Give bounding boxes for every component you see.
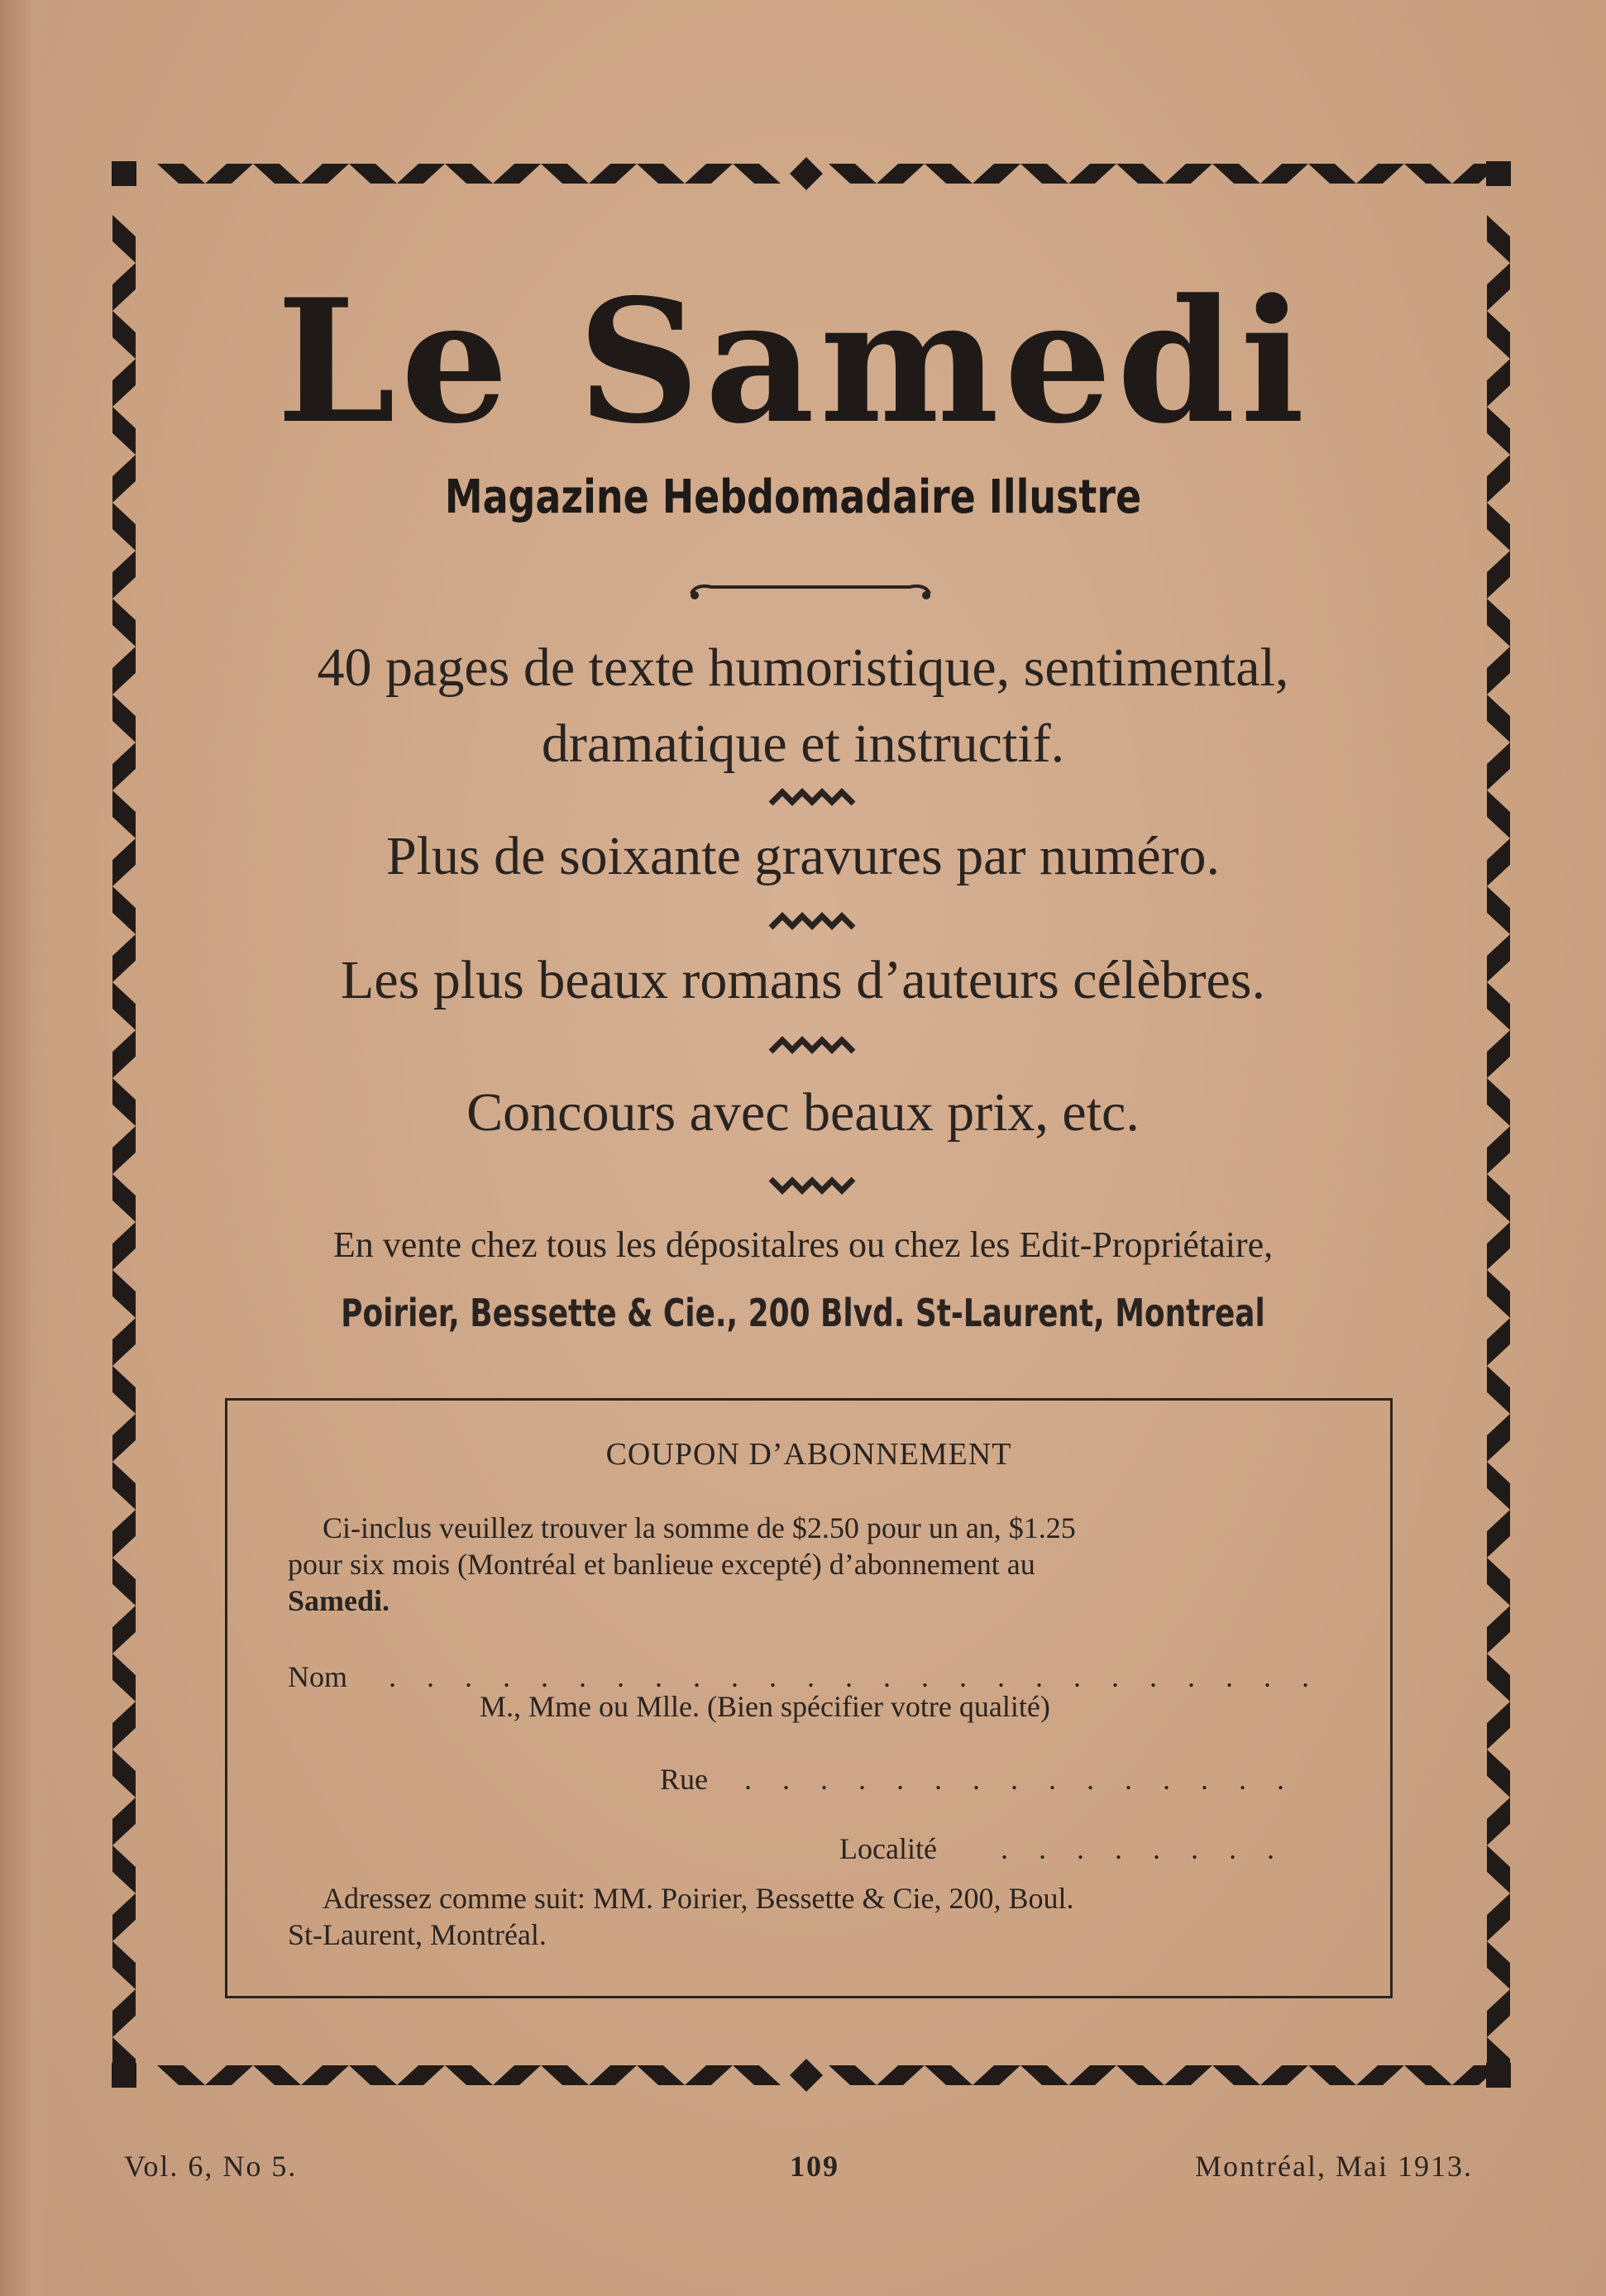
border-zigzag-mark <box>1020 164 1068 184</box>
border-zigzag-mark <box>1308 164 1356 184</box>
border-zigzag-mark <box>1487 886 1510 934</box>
border-zigzag-mark <box>112 1749 136 1797</box>
border-zigzag-mark <box>112 1845 136 1893</box>
border-zigzag-mark <box>1487 1174 1510 1222</box>
border-zigzag-mark <box>301 2065 349 2085</box>
border-zigzag-mark <box>1487 1845 1510 1893</box>
page-number: 109 <box>790 2150 839 2183</box>
border-zigzag-mark <box>685 164 733 184</box>
border-zigzag-mark <box>973 2065 1020 2085</box>
border-zigzag-mark <box>1404 2065 1452 2085</box>
mailing-address-line: St-Laurent, Montréal. <box>288 1918 547 1951</box>
title-rule-ornament <box>686 579 934 604</box>
border-zigzag-mark <box>112 1174 136 1222</box>
border-zigzag-mark <box>1487 934 1510 982</box>
feature-line-gravures: Plus de soixante gravures par numéro. <box>385 826 1221 886</box>
border-zigzag-mark <box>112 1270 136 1318</box>
border-zigzag-mark <box>1020 2065 1068 2085</box>
border-zigzag-mark <box>541 2065 589 2085</box>
border-zigzag-mark <box>349 164 397 184</box>
wave-ornament <box>767 785 858 810</box>
border-zigzag-mark <box>1212 2065 1260 2085</box>
border-zigzag-mark <box>829 2065 877 2085</box>
border-zigzag-mark <box>589 2065 637 2085</box>
border-zigzag-mark <box>253 2065 301 2085</box>
border-zigzag-mark <box>349 2065 397 2085</box>
border-zigzag-mark <box>685 2065 733 2085</box>
border-zigzag-mark <box>112 1941 136 1989</box>
border-zigzag-mark <box>1487 455 1510 503</box>
feature-line-pages-cont: dramatique et instructif. <box>541 714 1065 774</box>
border-diamond-mark <box>790 2059 823 2092</box>
border-zigzag-mark <box>1487 1318 1510 1366</box>
feature-line-concours: Concours avec beaux prix, etc. <box>466 1082 1140 1143</box>
border-zigzag-mark <box>301 164 349 184</box>
border-zigzag-mark <box>112 359 136 407</box>
border-zigzag-mark <box>1487 790 1510 838</box>
border-zigzag-mark <box>1068 2065 1116 2085</box>
border-zigzag-mark <box>1487 1606 1510 1654</box>
magazine-subtitle: Magazine Hebdomadaire Illustre <box>444 470 1142 524</box>
border-zigzag-mark <box>112 647 136 695</box>
mailing-address-line: Adressez comme suit: MM. Poirier, Bessette & Cie, 200, Boul. <box>323 1882 1074 1915</box>
border-zigzag-mark <box>1260 164 1308 184</box>
border-zigzag-mark <box>925 164 973 184</box>
border-zigzag-mark <box>112 1989 136 2037</box>
localite-field[interactable]: . . . . . . . . <box>1001 1832 1286 1865</box>
border-zigzag-mark <box>1487 359 1510 407</box>
publisher-address: Poirier, Bessette & Cie., 200 Blvd. St-Laurent, Montreal <box>341 1291 1265 1335</box>
border-zigzag-mark <box>112 742 136 790</box>
border-zigzag-mark <box>112 1654 136 1702</box>
border-zigzag-mark <box>112 1510 136 1558</box>
border-zigzag-mark <box>541 164 589 184</box>
border-corner-mark <box>112 161 136 186</box>
border-zigzag-mark <box>637 2065 685 2085</box>
border-zigzag-mark <box>112 838 136 886</box>
border-zigzag-mark <box>589 164 637 184</box>
border-zigzag-mark <box>1308 2065 1356 2085</box>
border-zigzag-mark <box>1487 311 1510 359</box>
border-zigzag-mark <box>1487 1558 1510 1606</box>
border-zigzag-mark <box>112 1893 136 1941</box>
border-zigzag-mark <box>112 503 136 551</box>
border-zigzag-mark <box>1487 1510 1510 1558</box>
border-zigzag-mark <box>1487 1366 1510 1414</box>
border-zigzag-mark <box>493 2065 541 2085</box>
border-zigzag-mark <box>1116 164 1164 184</box>
border-zigzag-mark <box>733 164 781 184</box>
border-zigzag-mark <box>1487 1797 1510 1845</box>
border-zigzag-mark <box>112 790 136 838</box>
border-corner-mark <box>1486 161 1511 186</box>
border-zigzag-mark <box>1356 164 1404 184</box>
magazine-title: Le Samedi <box>276 263 1310 461</box>
border-zigzag-mark <box>1487 1414 1510 1462</box>
border-zigzag-mark <box>112 1126 136 1174</box>
rue-field[interactable]: . . . . . . . . . . . . . . . <box>744 1763 1296 1796</box>
border-zigzag-mark <box>1487 263 1510 311</box>
border-zigzag-mark <box>112 1318 136 1366</box>
border-zigzag-mark <box>973 164 1020 184</box>
border-zigzag-mark <box>112 1558 136 1606</box>
qualite-hint: M., Mme ou Mlle. (Bien spécifier votre qualité) <box>480 1690 1050 1723</box>
border-zigzag-mark <box>397 164 445 184</box>
wave-ornament <box>767 1172 858 1197</box>
border-zigzag-mark <box>112 407 136 455</box>
border-zigzag-mark <box>445 164 493 184</box>
coupon-text-line: Ci-inclus veuillez trouver la somme de $2.50 pour un an, $1.25 <box>323 1511 1076 1544</box>
coupon-title: COUPON D’ABONNEMENT <box>605 1437 1012 1472</box>
border-zigzag-mark <box>397 2065 445 2085</box>
sales-line: En vente chez tous les dépositalres ou chez les Edit-Propriétaire, <box>332 1224 1274 1265</box>
border-zigzag-mark <box>1487 1989 1510 2037</box>
border-zigzag-mark <box>1487 1654 1510 1702</box>
border-zigzag-mark <box>637 164 685 184</box>
border-zigzag-mark <box>829 164 877 184</box>
border-zigzag-mark <box>1487 1126 1510 1174</box>
border-zigzag-mark <box>1487 647 1510 695</box>
border-zigzag-mark <box>1487 1030 1510 1078</box>
border-zigzag-mark <box>1356 2065 1404 2085</box>
border-zigzag-mark <box>157 2065 205 2085</box>
border-zigzag-mark <box>157 164 205 184</box>
border-corner-mark <box>1486 2063 1511 2088</box>
border-zigzag-mark <box>1487 1462 1510 1510</box>
wave-ornament <box>767 1033 858 1058</box>
coupon-text-line: pour six mois (Montréal et banlieue excepté) d’abonnement au <box>288 1548 1035 1581</box>
border-zigzag-mark <box>1487 599 1510 647</box>
border-zigzag-mark <box>112 1797 136 1845</box>
volume-number: Vol. 6, No 5. <box>124 2150 298 2183</box>
border-corner-mark <box>112 2063 136 2088</box>
rue-label: Rue <box>660 1763 708 1796</box>
border-zigzag-mark <box>112 215 136 263</box>
border-zigzag-mark <box>1212 164 1260 184</box>
border-zigzag-mark <box>1116 2065 1164 2085</box>
border-zigzag-mark <box>1487 695 1510 742</box>
border-zigzag-mark <box>112 1606 136 1654</box>
border-zigzag-mark <box>112 934 136 982</box>
border-zigzag-mark <box>205 2065 253 2085</box>
border-zigzag-mark <box>877 164 925 184</box>
border-zigzag-mark <box>493 164 541 184</box>
wave-ornament <box>767 909 858 934</box>
feature-line-romans: Les plus beaux romans d’auteurs célèbres. <box>341 950 1265 1010</box>
border-zigzag-mark <box>112 1078 136 1126</box>
border-zigzag-mark <box>253 164 301 184</box>
border-zigzag-mark <box>1487 1893 1510 1941</box>
border-zigzag-mark <box>112 263 136 311</box>
border-zigzag-mark <box>1487 551 1510 599</box>
border-zigzag-mark <box>112 982 136 1030</box>
border-zigzag-mark <box>445 2065 493 2085</box>
border-zigzag-mark <box>112 1414 136 1462</box>
border-zigzag-mark <box>112 695 136 742</box>
localite-label: Localité <box>839 1832 937 1865</box>
border-zigzag-mark <box>112 1222 136 1270</box>
border-zigzag-mark <box>112 551 136 599</box>
border-zigzag-mark <box>112 1702 136 1749</box>
border-zigzag-mark <box>1164 2065 1212 2085</box>
border-zigzag-mark <box>1260 2065 1308 2085</box>
border-zigzag-mark <box>112 455 136 503</box>
feature-line-pages: 40 pages de texte humoristique, sentimental, <box>317 637 1289 698</box>
border-zigzag-mark <box>925 2065 973 2085</box>
border-zigzag-mark <box>1487 1222 1510 1270</box>
border-diamond-mark <box>790 157 823 190</box>
border-zigzag-mark <box>1068 164 1116 184</box>
coupon-text-line: Samedi. <box>288 1584 390 1617</box>
border-zigzag-mark <box>1487 1941 1510 1989</box>
nom-label: Nom <box>288 1660 347 1693</box>
border-zigzag-mark <box>1487 838 1510 886</box>
border-zigzag-mark <box>112 311 136 359</box>
border-zigzag-mark <box>1487 503 1510 551</box>
border-zigzag-mark <box>1487 1270 1510 1318</box>
border-zigzag-mark <box>1164 164 1212 184</box>
border-zigzag-mark <box>112 1030 136 1078</box>
border-zigzag-mark <box>1487 742 1510 790</box>
border-zigzag-mark <box>1487 215 1510 263</box>
border-zigzag-mark <box>1487 1749 1510 1797</box>
border-zigzag-mark <box>112 886 136 934</box>
border-zigzag-mark <box>1487 407 1510 455</box>
border-zigzag-mark <box>112 1462 136 1510</box>
border-zigzag-mark <box>733 2065 781 2085</box>
border-zigzag-mark <box>877 2065 925 2085</box>
border-zigzag-mark <box>1487 1078 1510 1126</box>
border-zigzag-mark <box>112 599 136 647</box>
place-date: Montréal, Mai 1913. <box>1195 2150 1473 2183</box>
nom-field[interactable]: . . . . . . . . . . . . . . . . . . . . . . . . . <box>389 1660 1321 1693</box>
border-zigzag-mark <box>1404 164 1452 184</box>
border-zigzag-mark <box>205 164 253 184</box>
border-zigzag-mark <box>1487 982 1510 1030</box>
border-zigzag-mark <box>112 1366 136 1414</box>
border-zigzag-mark <box>1487 1702 1510 1749</box>
